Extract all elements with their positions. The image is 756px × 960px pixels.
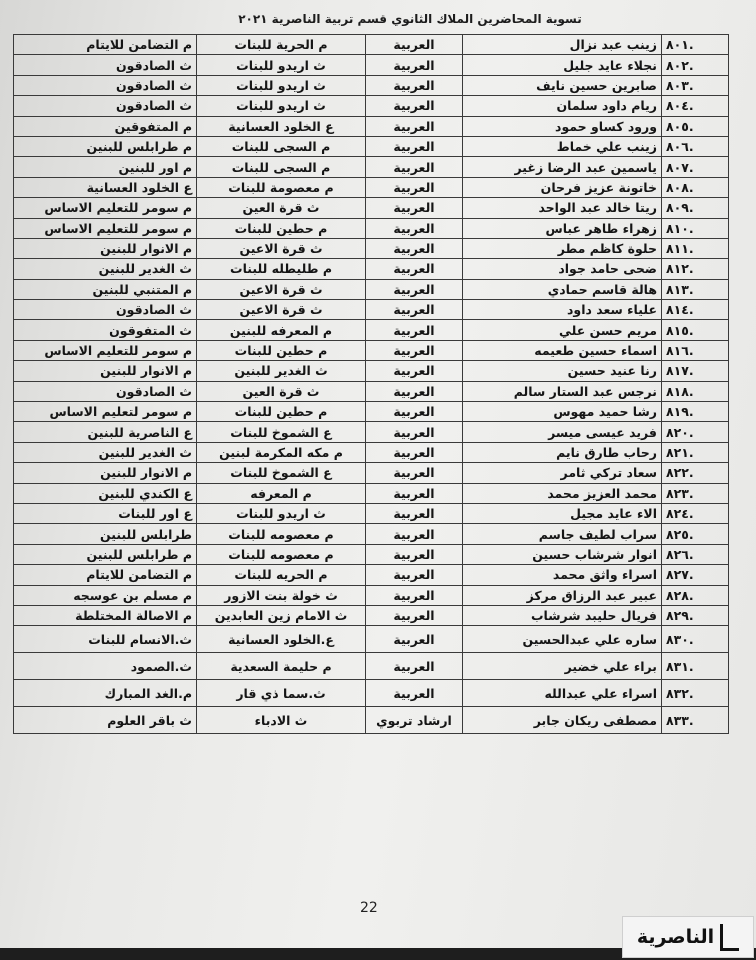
row-number-cell: ٨١١. [662, 238, 729, 258]
current-school-cell: ث الادباء [197, 707, 366, 734]
teacher-name-cell: مريم حسن علي [463, 320, 662, 340]
current-school-cell: م الحرية للبنات [197, 35, 366, 55]
assigned-school-cell: ث الغدير للبنين [14, 442, 197, 462]
current-school-cell: ث الغدير للبنين [197, 361, 366, 381]
logo-text: الناصرية [636, 926, 715, 948]
table-row [14, 320, 729, 340]
assigned-school-cell: ث.الانسام للبنات [14, 626, 197, 653]
current-school-cell: م السجى للبنات [197, 157, 366, 177]
specialization-cell: العربية [366, 238, 463, 258]
specialization-cell: العربية [366, 75, 463, 95]
teacher-name-cell: ريتا خالد عبد الواحد [463, 198, 662, 218]
specialization-cell: العربية [366, 381, 463, 401]
assigned-school-cell: ع الخلود العسانية [14, 177, 197, 197]
teacher-name-cell: زهراء طاهر عباس [463, 218, 662, 238]
row-number-cell: ٨١٩. [662, 402, 729, 422]
row-number-cell: ٨٢٩. [662, 605, 729, 625]
specialization-cell: العربية [366, 483, 463, 503]
current-school-cell: م معصومه للبنات [197, 544, 366, 564]
row-number-cell: ٨٢٧. [662, 565, 729, 585]
teacher-name-cell: انوار شرشاب حسين [463, 544, 662, 564]
assigned-school-cell: م المتنبي للبنين [14, 279, 197, 299]
specialization-cell: العربية [366, 544, 463, 564]
current-school-cell: ث قرة الاعين [197, 300, 366, 320]
current-school-cell: م المعرفه [197, 483, 366, 503]
teacher-name-cell: اسراء واثق محمد [463, 565, 662, 585]
assigned-school-cell: ع الناصرية للبنين [14, 422, 197, 442]
teacher-name-cell: حلوة كاظم مطر [463, 238, 662, 258]
row-number-cell: ٨٢٣. [662, 483, 729, 503]
specialization-cell: العربية [366, 680, 463, 707]
row-number-cell: ٨٣١. [662, 653, 729, 680]
specialization-cell: العربية [366, 605, 463, 625]
row-number-cell: ٨١٦. [662, 340, 729, 360]
teacher-name-cell: فريد عيسى ميسر [463, 422, 662, 442]
table-row [14, 116, 729, 136]
teacher-name-cell: فريال حليبد شرشاب [463, 605, 662, 625]
current-school-cell: ع الخلود العسانية [197, 116, 366, 136]
current-school-cell: ث قرة العين [197, 381, 366, 401]
teacher-name-cell: ضحى حامد جواد [463, 259, 662, 279]
current-school-cell: م حطين للبنات [197, 402, 366, 422]
assigned-school-cell: ع الكندي للبنين [14, 483, 197, 503]
assigned-school-cell: طرابلس للبنين [14, 524, 197, 544]
teacher-name-cell: ريام داود سلمان [463, 96, 662, 116]
teacher-name-cell: ساره علي عبدالحسين [463, 626, 662, 653]
row-number-cell: ٨٣٢. [662, 680, 729, 707]
assigned-school-cell: م طرابلس للبنين [14, 544, 197, 564]
current-school-cell: ع الشموخ للبنات [197, 463, 366, 483]
current-school-cell: ث خولة بنت الازور [197, 585, 366, 605]
specialization-cell: العربية [366, 422, 463, 442]
table-row [14, 442, 729, 462]
row-number-cell: ٨٢٨. [662, 585, 729, 605]
specialization-cell: العربية [366, 177, 463, 197]
teacher-name-cell: سراب لطيف جاسم [463, 524, 662, 544]
page-number: 22 [360, 900, 378, 916]
table-row [14, 653, 729, 680]
assigned-school-cell: م الانوار للبنين [14, 238, 197, 258]
teacher-name-cell: صابرين حسين نايف [463, 75, 662, 95]
assigned-school-cell: ث الصادقون [14, 381, 197, 401]
lecturers-table-body [14, 35, 729, 734]
row-number-cell: ٨٠٧. [662, 157, 729, 177]
assigned-school-cell: ث باقر العلوم [14, 707, 197, 734]
table-row [14, 55, 729, 75]
watermark-logo [622, 916, 754, 958]
teacher-name-cell: خاتونة عزيز فرحان [463, 177, 662, 197]
assigned-school-cell: ث الصادقون [14, 55, 197, 75]
current-school-cell: ث اريدو للبنات [197, 503, 366, 523]
teacher-name-cell: زينب علي خماط [463, 136, 662, 156]
specialization-cell: العربية [366, 300, 463, 320]
table-row [14, 503, 729, 523]
row-number-cell: ٨٣٠. [662, 626, 729, 653]
row-number-cell: ٨٢٠. [662, 422, 729, 442]
table-row [14, 198, 729, 218]
table-row [14, 279, 729, 299]
table-row [14, 422, 729, 442]
row-number-cell: ٨٠٣. [662, 75, 729, 95]
current-school-cell: م الحريه للبنات [197, 565, 366, 585]
table-row [14, 340, 729, 360]
assigned-school-cell: م سومر للتعليم الاساس [14, 198, 197, 218]
assigned-school-cell: م مسلم بن عوسجه [14, 585, 197, 605]
table-row [14, 483, 729, 503]
table-row [14, 463, 729, 483]
row-number-cell: ٨١٢. [662, 259, 729, 279]
teacher-name-cell: محمد العزيز محمد [463, 483, 662, 503]
specialization-cell: العربية [366, 340, 463, 360]
assigned-school-cell: م الانوار للبنين [14, 361, 197, 381]
row-number-cell: ٨٠١. [662, 35, 729, 55]
table-row [14, 238, 729, 258]
table-row [14, 680, 729, 707]
assigned-school-cell: م التضامن للايتام [14, 35, 197, 55]
current-school-cell: ث قرة الاعين [197, 279, 366, 299]
assigned-school-cell: م.الغد المبارك [14, 680, 197, 707]
document-title: تسوية المحاضرين الملاك الثانوي قسم تربية الناصرية ٢٠٢١ [238, 12, 582, 26]
current-school-cell: ث اريدو للبنات [197, 96, 366, 116]
assigned-school-cell: م المتفوقين [14, 116, 197, 136]
specialization-cell: العربية [366, 218, 463, 238]
assigned-school-cell: م اور للبنين [14, 157, 197, 177]
table-row [14, 96, 729, 116]
assigned-school-cell: م التضامن للايتام [14, 565, 197, 585]
teacher-name-cell: علياء سعد داود [463, 300, 662, 320]
table-row [14, 157, 729, 177]
teacher-name-cell: رشا حميد مهوس [463, 402, 662, 422]
teacher-name-cell: هالة قاسم حمادي [463, 279, 662, 299]
assigned-school-cell: م الاصالة المختلطة [14, 605, 197, 625]
table-row [14, 707, 729, 734]
row-number-cell: ٨٢٦. [662, 544, 729, 564]
specialization-cell: العربية [366, 503, 463, 523]
row-number-cell: ٨١٤. [662, 300, 729, 320]
current-school-cell: م حطين للبنات [197, 340, 366, 360]
teacher-name-cell: براء علي خضير [463, 653, 662, 680]
assigned-school-cell: ث المتفوقون [14, 320, 197, 340]
assigned-school-cell: ث الصادقون [14, 300, 197, 320]
current-school-cell: م معصومه للبنات [197, 524, 366, 544]
current-school-cell: ث اريدو للبنات [197, 75, 366, 95]
assigned-school-cell: م الانوار للبنين [14, 463, 197, 483]
assigned-school-cell: م سومر للتعليم الاساس [14, 340, 197, 360]
table-row [14, 136, 729, 156]
specialization-cell: العربية [366, 626, 463, 653]
specialization-cell: العربية [366, 136, 463, 156]
table-row [14, 300, 729, 320]
row-number-cell: ٨١٨. [662, 381, 729, 401]
table-row [14, 585, 729, 605]
table-row [14, 75, 729, 95]
table-row [14, 361, 729, 381]
assigned-school-cell: ث الغدير للبنين [14, 259, 197, 279]
assigned-school-cell: ث.الصمود [14, 653, 197, 680]
teacher-name-cell: الاء عايد مجيل [463, 503, 662, 523]
row-number-cell: ٨١٠. [662, 218, 729, 238]
teacher-name-cell: رنا عنيد حسين [463, 361, 662, 381]
table-row [14, 605, 729, 625]
teacher-name-cell: نجلاء عايد جليل [463, 55, 662, 75]
lecturers-table [13, 34, 729, 734]
row-number-cell: ٨٠٤. [662, 96, 729, 116]
table-row [14, 524, 729, 544]
assigned-school-cell: ع اور للبنات [14, 503, 197, 523]
specialization-cell: العربية [366, 320, 463, 340]
table-row [14, 544, 729, 564]
specialization-cell: العربية [366, 402, 463, 422]
table-row [14, 35, 729, 55]
table-row [14, 218, 729, 238]
assigned-school-cell: م طرابلس للبنين [14, 136, 197, 156]
teacher-name-cell: اسراء علي عبدالله [463, 680, 662, 707]
specialization-cell: العربية [366, 259, 463, 279]
row-number-cell: ٨٢٥. [662, 524, 729, 544]
current-school-cell: م حطين للبنات [197, 218, 366, 238]
row-number-cell: ٨٠٨. [662, 177, 729, 197]
current-school-cell: م السجى للبنات [197, 136, 366, 156]
row-number-cell: ٨٢٢. [662, 463, 729, 483]
assigned-school-cell: م سومر لتعليم الاساس [14, 402, 197, 422]
current-school-cell: ث قرة العين [197, 198, 366, 218]
specialization-cell: العربية [366, 524, 463, 544]
specialization-cell: العربية [366, 565, 463, 585]
row-number-cell: ٨٣٣. [662, 707, 729, 734]
logo-icon [720, 924, 739, 951]
current-school-cell: م طليطله للبنات [197, 259, 366, 279]
specialization-cell: العربية [366, 463, 463, 483]
current-school-cell: ع الشموخ للبنات [197, 422, 366, 442]
current-school-cell: ث الامام زين العابدين [197, 605, 366, 625]
teacher-name-cell: نرجس عبد الستار سالم [463, 381, 662, 401]
table-row [14, 402, 729, 422]
specialization-cell: ارشاد تربوي [366, 707, 463, 734]
current-school-cell: ث.سما ذي قار [197, 680, 366, 707]
specialization-cell: العربية [366, 279, 463, 299]
teacher-name-cell: عبير عبد الرزاق مركز [463, 585, 662, 605]
current-school-cell: م المعرفه للبنين [197, 320, 366, 340]
current-school-cell: م مكه المكرمة لبنين [197, 442, 366, 462]
current-school-cell: ع.الخلود العسانية [197, 626, 366, 653]
table-row [14, 565, 729, 585]
current-school-cell: م حليمة السعدية [197, 653, 366, 680]
teacher-name-cell: رحاب طارق نايم [463, 442, 662, 462]
specialization-cell: العربية [366, 35, 463, 55]
specialization-cell: العربية [366, 116, 463, 136]
specialization-cell: العربية [366, 442, 463, 462]
specialization-cell: العربية [366, 96, 463, 116]
teacher-name-cell: اسماء حسين طعيمه [463, 340, 662, 360]
specialization-cell: العربية [366, 55, 463, 75]
current-school-cell: ث اريدو للبنات [197, 55, 366, 75]
row-number-cell: ٨٠٩. [662, 198, 729, 218]
current-school-cell: ث قرة الاعين [197, 238, 366, 258]
teacher-name-cell: سعاد تركي ثامر [463, 463, 662, 483]
row-number-cell: ٨٢١. [662, 442, 729, 462]
teacher-name-cell: ورود كساو حمود [463, 116, 662, 136]
row-number-cell: ٨٠٥. [662, 116, 729, 136]
specialization-cell: العربية [366, 361, 463, 381]
teacher-name-cell: مصطفى ريكان جابر [463, 707, 662, 734]
row-number-cell: ٨١٧. [662, 361, 729, 381]
teacher-name-cell: ياسمين عبد الرضا زغير [463, 157, 662, 177]
teacher-name-cell: زينب عبد نزال [463, 35, 662, 55]
row-number-cell: ٨٠٦. [662, 136, 729, 156]
specialization-cell: العربية [366, 585, 463, 605]
row-number-cell: ٨٢٤. [662, 503, 729, 523]
table-row [14, 381, 729, 401]
specialization-cell: العربية [366, 653, 463, 680]
specialization-cell: العربية [366, 198, 463, 218]
table-row [14, 626, 729, 653]
assigned-school-cell: م سومر للتعليم الاساس [14, 218, 197, 238]
current-school-cell: م معصومة للبنات [197, 177, 366, 197]
table-row [14, 177, 729, 197]
assigned-school-cell: ث الصادقون [14, 96, 197, 116]
row-number-cell: ٨١٣. [662, 279, 729, 299]
row-number-cell: ٨٠٢. [662, 55, 729, 75]
row-number-cell: ٨١٥. [662, 320, 729, 340]
specialization-cell: العربية [366, 157, 463, 177]
assigned-school-cell: ث الصادقون [14, 75, 197, 95]
table-row [14, 259, 729, 279]
